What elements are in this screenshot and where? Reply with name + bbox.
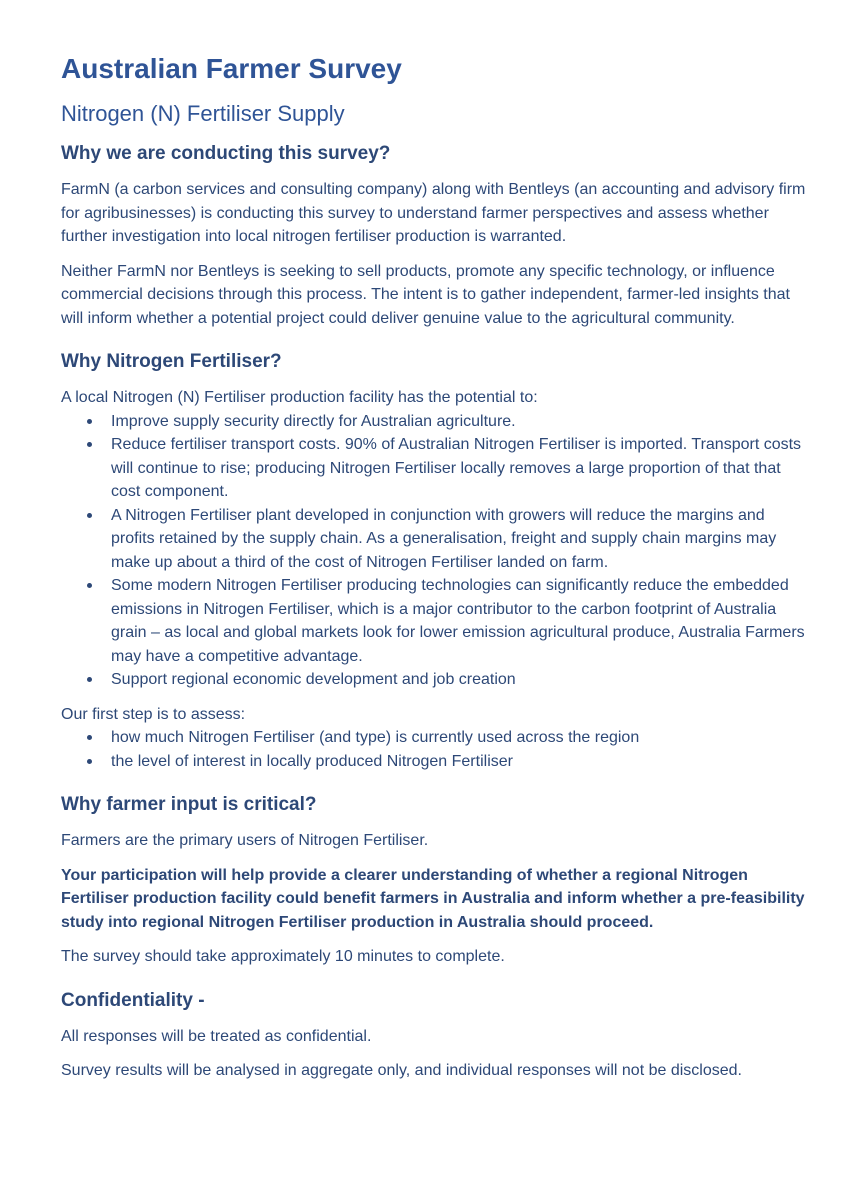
section-heading: Why Nitrogen Fertiliser? (61, 351, 282, 372)
paragraph: FarmN (a carbon services and consulting company) along with Bentleys (an accounting and advisory firm for agribusinesses) is conducting this survey to understand farmer perspectives and assess whether further investigation into local nitrogen fertiliser production is warranted. (61, 181, 806, 245)
paragraph: A local Nitrogen (N) Fertiliser production facility has the potential to: (61, 389, 538, 406)
bullet-list (61, 410, 808, 692)
paragraph: Neither FarmN nor Bentleys is seeking to sell products, promote any specific technology, or influence commercial decisions through this process. The intent is to gather independent, farmer-led insights that will inform whether a potential project could deliver genuine value to the agricultural community. (61, 262, 790, 327)
bullet-icon (87, 583, 92, 588)
list-item-text: Improve supply security directly for Australian agriculture. (111, 412, 516, 430)
bullet-list (61, 726, 808, 773)
bold-paragraph: Your participation will help provide a clearer understanding of whether a regional Nitrogen Fertiliser production facility could benefit farmers in Australia and inform whether a pre-feasibility study into regional Nitrogen Fertiliser production in Australia should proceed. (61, 866, 805, 931)
list-item (111, 433, 808, 504)
section-heading: Confidentiality - (61, 989, 205, 1011)
bullet-icon (87, 677, 92, 682)
paragraph: Our first step is to assess: (61, 705, 246, 723)
list-item (111, 726, 808, 750)
section-why-nitrogen (61, 350, 808, 773)
list-item-text: Some modern Nitrogen Fertiliser producing technologies can significantly reduce the embedded emissions in Nitrogen Fertiliser, which is a major contributor to the carbon footprint of Australia grain – as local and global markets look for lower emission agricultural produce, Australia Farmers may have a competitive advantage. (111, 577, 805, 665)
section-farmer-input (61, 793, 808, 969)
list-item (111, 668, 808, 692)
bullet-icon (87, 735, 92, 740)
list-item (111, 574, 808, 668)
paragraph: Survey results will be analysed in aggregate only, and individual responses will not be disclosed. (61, 1062, 742, 1079)
list-item (111, 504, 808, 575)
bullet-icon (87, 759, 92, 764)
section-why-survey (61, 142, 808, 330)
page-title: Australian Farmer Survey (61, 53, 402, 84)
bullet-icon (87, 513, 92, 518)
list-item-text: Reduce fertiliser transport costs. 90% of Australian Nitrogen Fertiliser is imported. Transport costs will continue to rise; producing Nitrogen Fertiliser locally removes a large proportion of that that cost component. (111, 436, 802, 500)
list-item-text: A Nitrogen Fertiliser plant developed in conjunction with growers will reduce the margins and profits retained by the supply chain. As a generalisation, freight and supply chain margins may make up about a third of the cost of Nitrogen Fertiliser landed on farm. (111, 506, 777, 571)
paragraph: The survey should take approximately 10 minutes to complete. (61, 948, 505, 965)
section-heading: Why farmer input is critical? (61, 794, 317, 815)
section-confidentiality (61, 989, 808, 1083)
bullet-icon (87, 442, 92, 447)
paragraph: Farmers are the primary users of Nitrogen Fertiliser. (61, 832, 429, 849)
list-item-text: how much Nitrogen Fertiliser (and type) is currently used across the region (111, 729, 640, 746)
list-item (111, 410, 808, 434)
list-item-text: the level of interest in locally produced Nitrogen Fertiliser (111, 752, 513, 770)
page-subtitle: Nitrogen (N) Fertiliser Supply (61, 101, 345, 126)
list-item-text: Support regional economic development and job creation (111, 671, 516, 688)
paragraph: All responses will be treated as confidential. (61, 1027, 372, 1045)
section-heading: Why we are conducting this survey? (61, 143, 391, 164)
list-item (111, 750, 808, 774)
bullet-icon (87, 419, 92, 424)
